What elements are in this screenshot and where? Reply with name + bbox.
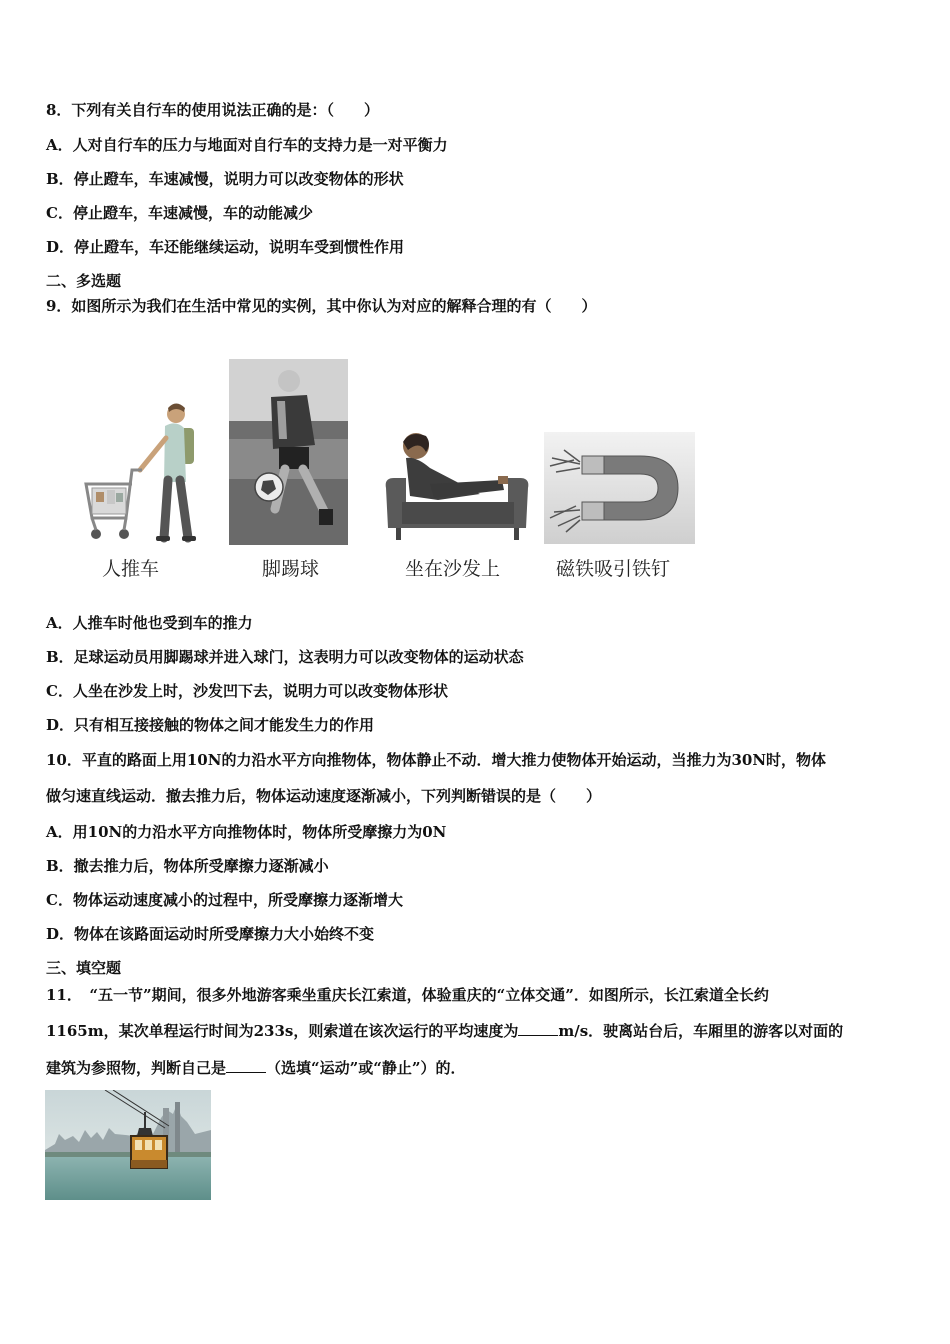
q10-option-b: B．撤去推力后，物体所受摩擦力逐渐减小 [46, 857, 329, 875]
q8-option-c: C．停止蹬车，车速减慢，车的动能减少 [46, 204, 313, 222]
person-pushing-cart-figure [80, 400, 205, 550]
q9-option-b: B．足球运动员用脚踢球并进入球门，这表明力可以改变物体的运动状态 [46, 648, 524, 666]
q9-option-c: C．人坐在沙发上时，沙发凹下去，说明力可以改变物体形状 [46, 682, 448, 700]
caption-push-cart: 人推车 [102, 558, 160, 580]
section-multi-choice: 二、多选题 [46, 272, 122, 290]
q11-text-choice: （选填“运动”或“静止”）的． [266, 1059, 466, 1077]
q8-option-b: B．停止蹬车，车速减慢，说明力可以改变物体的形状 [46, 170, 404, 188]
caption-magnet-nails: 磁铁吸引铁钉 [556, 558, 671, 580]
q8-option-a: A．人对自行车的压力与地面对自行车的支持力是一对平衡力 [46, 136, 448, 154]
boy-kicking-ball-photo [229, 359, 348, 545]
cable-car-photo [45, 1090, 211, 1200]
q11-stem-line1: 11． “五一节”期间，很多外地游客乘坐重庆长江索道，体验重庆的“立体交通”．如图所示，长江索道全长约 [46, 986, 769, 1004]
q11-stem-line2 [46, 1021, 843, 1041]
q8-stem: 8．下列有关自行车的使用说法正确的是：（ ） [46, 101, 379, 119]
q8-option-d: D．停止蹬车，车还能继续运动，说明车受到惯性作用 [46, 238, 405, 256]
caption-kick-ball: 脚踢球 [262, 558, 320, 580]
q11-text-motion: 建筑为参照物，判断自己是 [46, 1059, 227, 1077]
q11-text-reference: m/s．驶离站台后，车厢里的游客以对面的 [558, 1022, 844, 1040]
q10-stem-line2: 做匀速直线运动．撤去推力后，物体运动速度逐渐减小，下列判断错误的是（ ） [46, 787, 602, 805]
magnet-attracting-nails-photo [544, 432, 695, 544]
q10-option-c: C．物体运动速度减小的过程中，所受摩擦力逐渐增大 [46, 891, 403, 909]
q10-option-a: A．用10N的力沿水平方向推物体时，物体所受摩擦力为0N [46, 823, 447, 841]
q9-option-a: A．人推车时他也受到车的推力 [46, 614, 253, 632]
q11-stem-line3 [46, 1058, 466, 1078]
person-on-sofa-figure [380, 428, 535, 543]
q10-option-d: D．物体在该路面运动时所受摩擦力大小始终不变 [46, 925, 375, 943]
motion-answer-blank[interactable] [226, 1058, 266, 1073]
q10-stem-line1: 10．平直的路面上用10N的力沿水平方向推物体，物体静止不动．增大推力使物体开始运动，当推力为30N时，物体 [46, 751, 827, 769]
q9-stem: 9．如图所示为我们在生活中常见的实例，其中你认为对应的解释合理的有（ ） [46, 297, 597, 315]
q9-option-d: D．只有相互接接触的物体之间才能发生力的作用 [46, 716, 375, 734]
section-fill-blank: 三、填空题 [46, 959, 122, 977]
speed-answer-blank[interactable] [518, 1021, 558, 1036]
caption-sit-sofa: 坐在沙发上 [405, 558, 501, 580]
q11-text-speed: 1165m，某次单程运行时间为233s，则索道在该次运行的平均速度为 [46, 1022, 519, 1040]
